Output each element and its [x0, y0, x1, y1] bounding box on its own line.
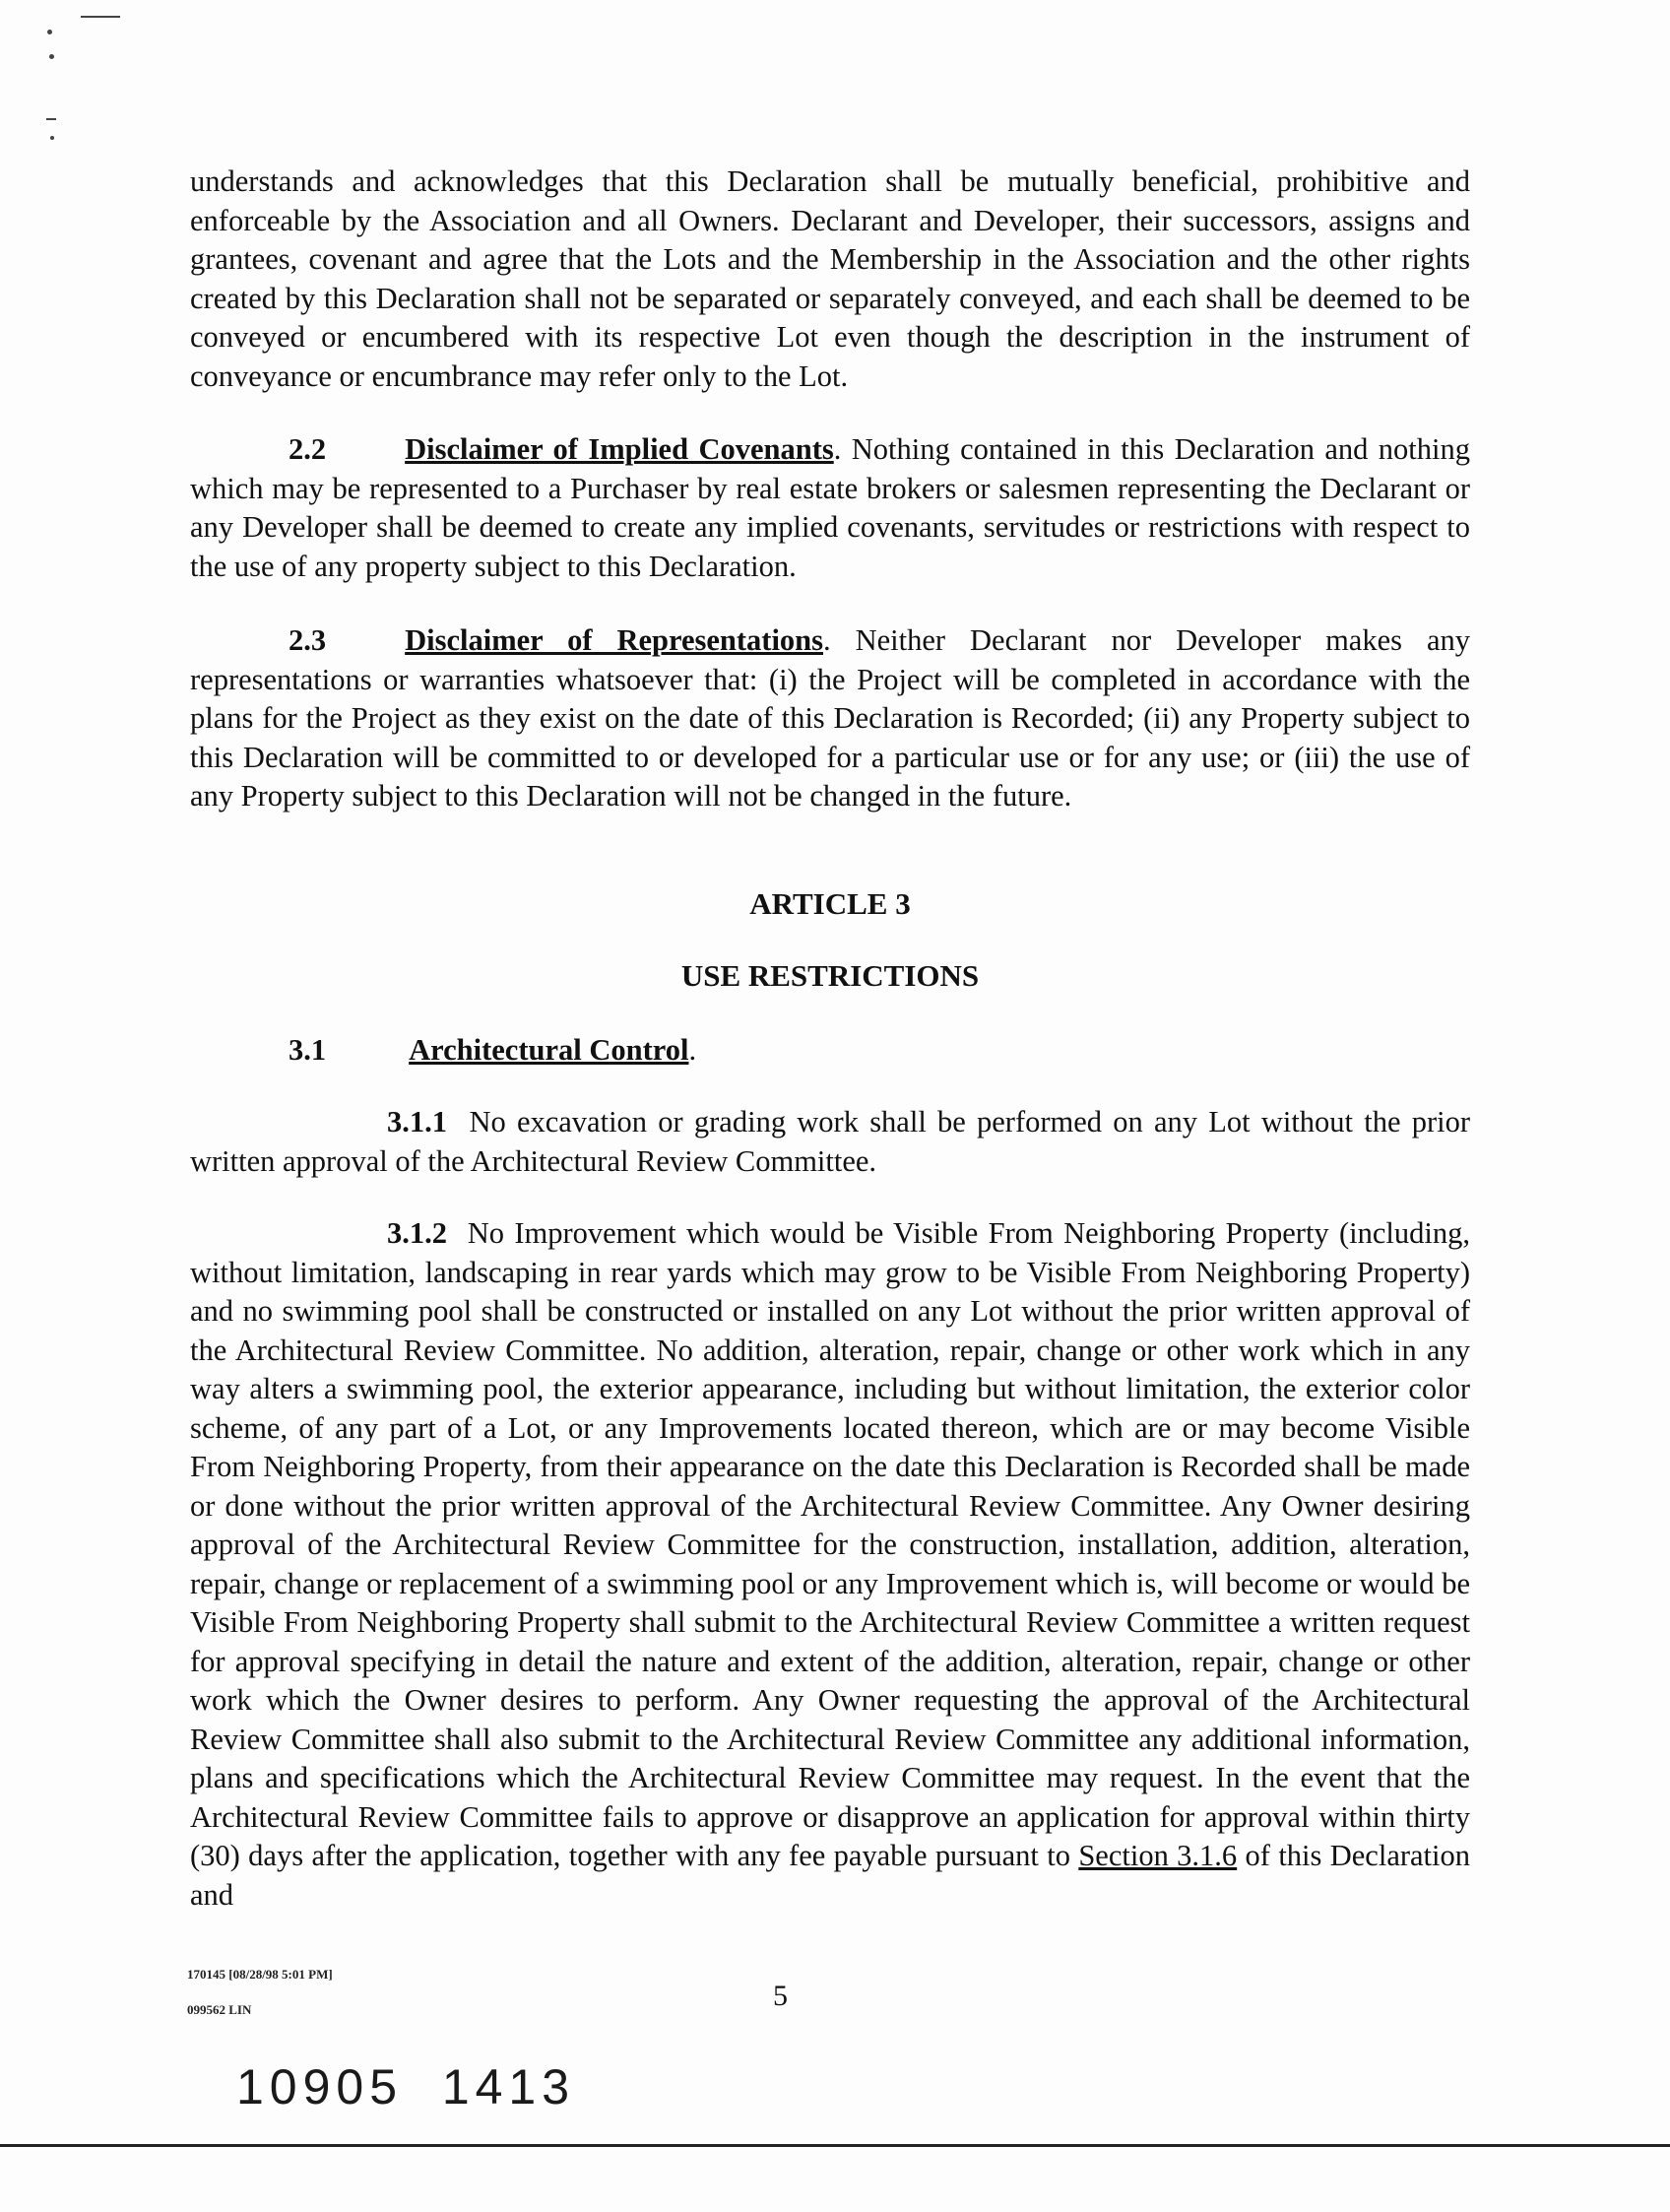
section-2-3: [190, 621, 1470, 816]
scan-artifact: [50, 136, 54, 140]
section-number: 2.2: [289, 432, 327, 466]
section-reference-link: Section 3.1.6: [1078, 1839, 1238, 1872]
section-body: . Neither Declarant nor Developer makes any representations or warranties whatsoever that: (i) the Project will be completed in accordance with the plans for the Project as they exist on the date of this Declaration is Recorded; (ii) any Property subject to this Declaration will be committed to or developed for a particular use or for any use; or (iii) the use of any Property subject to this Declaration will not be changed in the future.: [190, 623, 1470, 813]
section-body: . Nothing contained in this Declaration and nothing which may be represented to a Purchaser by real estate brokers or salesmen representing the Declarant or any Developer shall be deemed to create any implied covenants, servitudes or restrictions with respect to the use of any property subject to this Declaration.: [190, 432, 1470, 583]
article-heading: ARTICLE 3: [749, 886, 911, 921]
scan-artifact: [47, 30, 52, 34]
scan-artifact: [81, 16, 120, 18]
paragraph-intro: [190, 163, 1470, 396]
paragraph-intro-text: understands and acknowledges that this Declaration shall be mutually beneficial, prohibitive and enforceable by the Association and all Owners. Declarant and Developer, their successors, assigns and grantees, covenant and agree that the Lots and the Membership in the Association and the other rights created by this Declaration shall not be separated or separately conveyed, and each shall be deemed to be conveyed or encumbered with its respective Lot even though the description in the instrument of conveyance or encumbrance may refer only to the Lot.: [190, 164, 1470, 393]
section-number: 3.1.1: [387, 1105, 447, 1139]
section-heading: Architectural Control: [409, 1033, 689, 1067]
section-number: 3.1.2: [387, 1216, 447, 1250]
section-body: No Improvement which would be Visible From Neighboring Property (including, without limitation, landscaping in rear yards which may grow to be Visible From Neighboring Property) and no swimming pool shall be constructed or installed on any Lot without the prior written approval of the Architectural Review Committee. No addition, alteration, repair, change or other work which in any way alters a swimming pool, the exterior appearance, including but without limitation, the exterior color scheme, of any part of a Lot, or any Improvements located thereon, which are or may become Visible From Neighboring Property, from their appearance on the date this Declaration is Recorded shall be made or done without the prior written approval of the Architectural Review Committee. Any Owner desiring approval of the Architectural Review Committee for the construction, installation, addition, alteration, repair, change or replacement of a swimming pool or any Improvement which is, will become or would be Visible From Neighboring Property shall submit to the Architectural Review Committee a written request for approval specifying in detail the nature and extent of the addition, alteration, repair, change or other work which the Owner desires to perform. Any Owner requesting the approval of the Architectural Review Committee shall also submit to the Architectural Review Committee any additional information, plans and specifications which the Architectural Review Committee may request. In the event that the Architectural Review Committee fails to approve or disapprove an application for approval within thirty (30) days after the application, together with any fee payable pursuant to: [190, 1216, 1471, 1872]
section-heading-period: .: [688, 1033, 697, 1067]
section-3-1-1: [190, 1103, 1470, 1181]
recording-stamp: 10905 1413: [236, 2059, 576, 2114]
section-number: 2.3: [289, 623, 327, 657]
scan-artifact: [49, 54, 54, 59]
section-body-tail: of this Declaration and: [190, 1839, 1470, 1912]
section-2-2: [190, 430, 1470, 586]
section-number: 3.1: [289, 1033, 327, 1067]
page-number: 5: [773, 1980, 788, 2012]
section-body: No excavation or grading work shall be performed on any Lot without the prior written approval of the Architectural Review Committee.: [190, 1105, 1471, 1178]
footer-file-code: 099562 LIN: [187, 2002, 252, 2017]
section-3-1-2: [190, 1214, 1470, 1915]
article-title: USE RESTRICTIONS: [680, 958, 980, 993]
page-bottom-rule: [0, 2144, 1670, 2147]
section-heading: Disclaimer of Representations: [405, 623, 824, 657]
scan-artifact: [46, 118, 56, 120]
footer-doc-id: 170145 [08/28/98 5:01 PM]: [187, 1967, 333, 1982]
section-heading: Disclaimer of Implied Covenants: [405, 432, 834, 466]
section-3-1: [190, 1031, 1470, 1071]
